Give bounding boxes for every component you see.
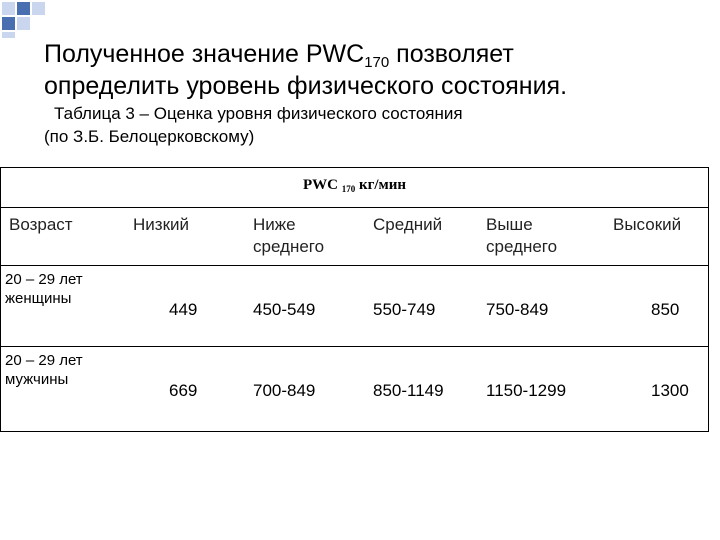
table-caption-line1: Таблица 3 – Оценка уровня физического состояния xyxy=(54,104,463,123)
row-women-age: 20 – 29 лет xyxy=(5,271,83,288)
col-level-low: Низкий xyxy=(133,215,189,234)
cell-men-above-avg: 1150-1299 xyxy=(486,381,567,400)
row-divider xyxy=(1,265,708,266)
pwc-header xyxy=(1,177,708,194)
pwc-header-pre: PWC xyxy=(302,177,342,193)
pwc-header-post: кг/мин xyxy=(355,177,407,193)
cell-men-low: 669 xyxy=(169,381,198,400)
table-header-row xyxy=(1,168,708,208)
row-women-label xyxy=(5,270,83,308)
col-age-header: Возраст xyxy=(9,215,73,234)
slide-title xyxy=(44,38,704,102)
fitness-table xyxy=(0,167,709,432)
cell-men-below-avg: 700-849 xyxy=(253,381,316,400)
cell-men-avg: 850-1149 xyxy=(373,381,444,400)
title-line1-sub: 170 xyxy=(364,54,390,71)
col-level-high: Высокий xyxy=(613,215,682,234)
cell-women-high: 850 xyxy=(651,300,680,319)
col-level-below-avg: Ниже среднего xyxy=(253,215,325,256)
row-men-group: мужчины xyxy=(5,371,69,388)
title-line2: определить уровень физического состояния. xyxy=(44,72,568,100)
title-line1-pre: Полученное значение PWC xyxy=(44,40,365,68)
row-men-label xyxy=(5,351,83,389)
col-level-avg: Средний xyxy=(373,215,443,234)
table-caption-line2: (по З.Б. Белоцерковскому) xyxy=(44,127,255,146)
cell-men-high: 1300 xyxy=(651,381,689,400)
cell-women-avg: 550-749 xyxy=(373,300,436,319)
row-women-group: женщины xyxy=(5,290,72,307)
col-level-above-avg: Выше среднего xyxy=(486,215,558,256)
cell-women-above-avg: 750-849 xyxy=(486,300,549,319)
row-divider xyxy=(1,346,708,347)
title-line1-post: позволяет xyxy=(389,40,514,68)
cell-women-below-avg: 450-549 xyxy=(253,300,316,319)
cell-women-low: 449 xyxy=(169,300,198,319)
decorative-squares xyxy=(0,0,60,40)
row-men-age: 20 – 29 лет xyxy=(5,352,83,369)
pwc-header-sub: 170 xyxy=(341,184,356,194)
